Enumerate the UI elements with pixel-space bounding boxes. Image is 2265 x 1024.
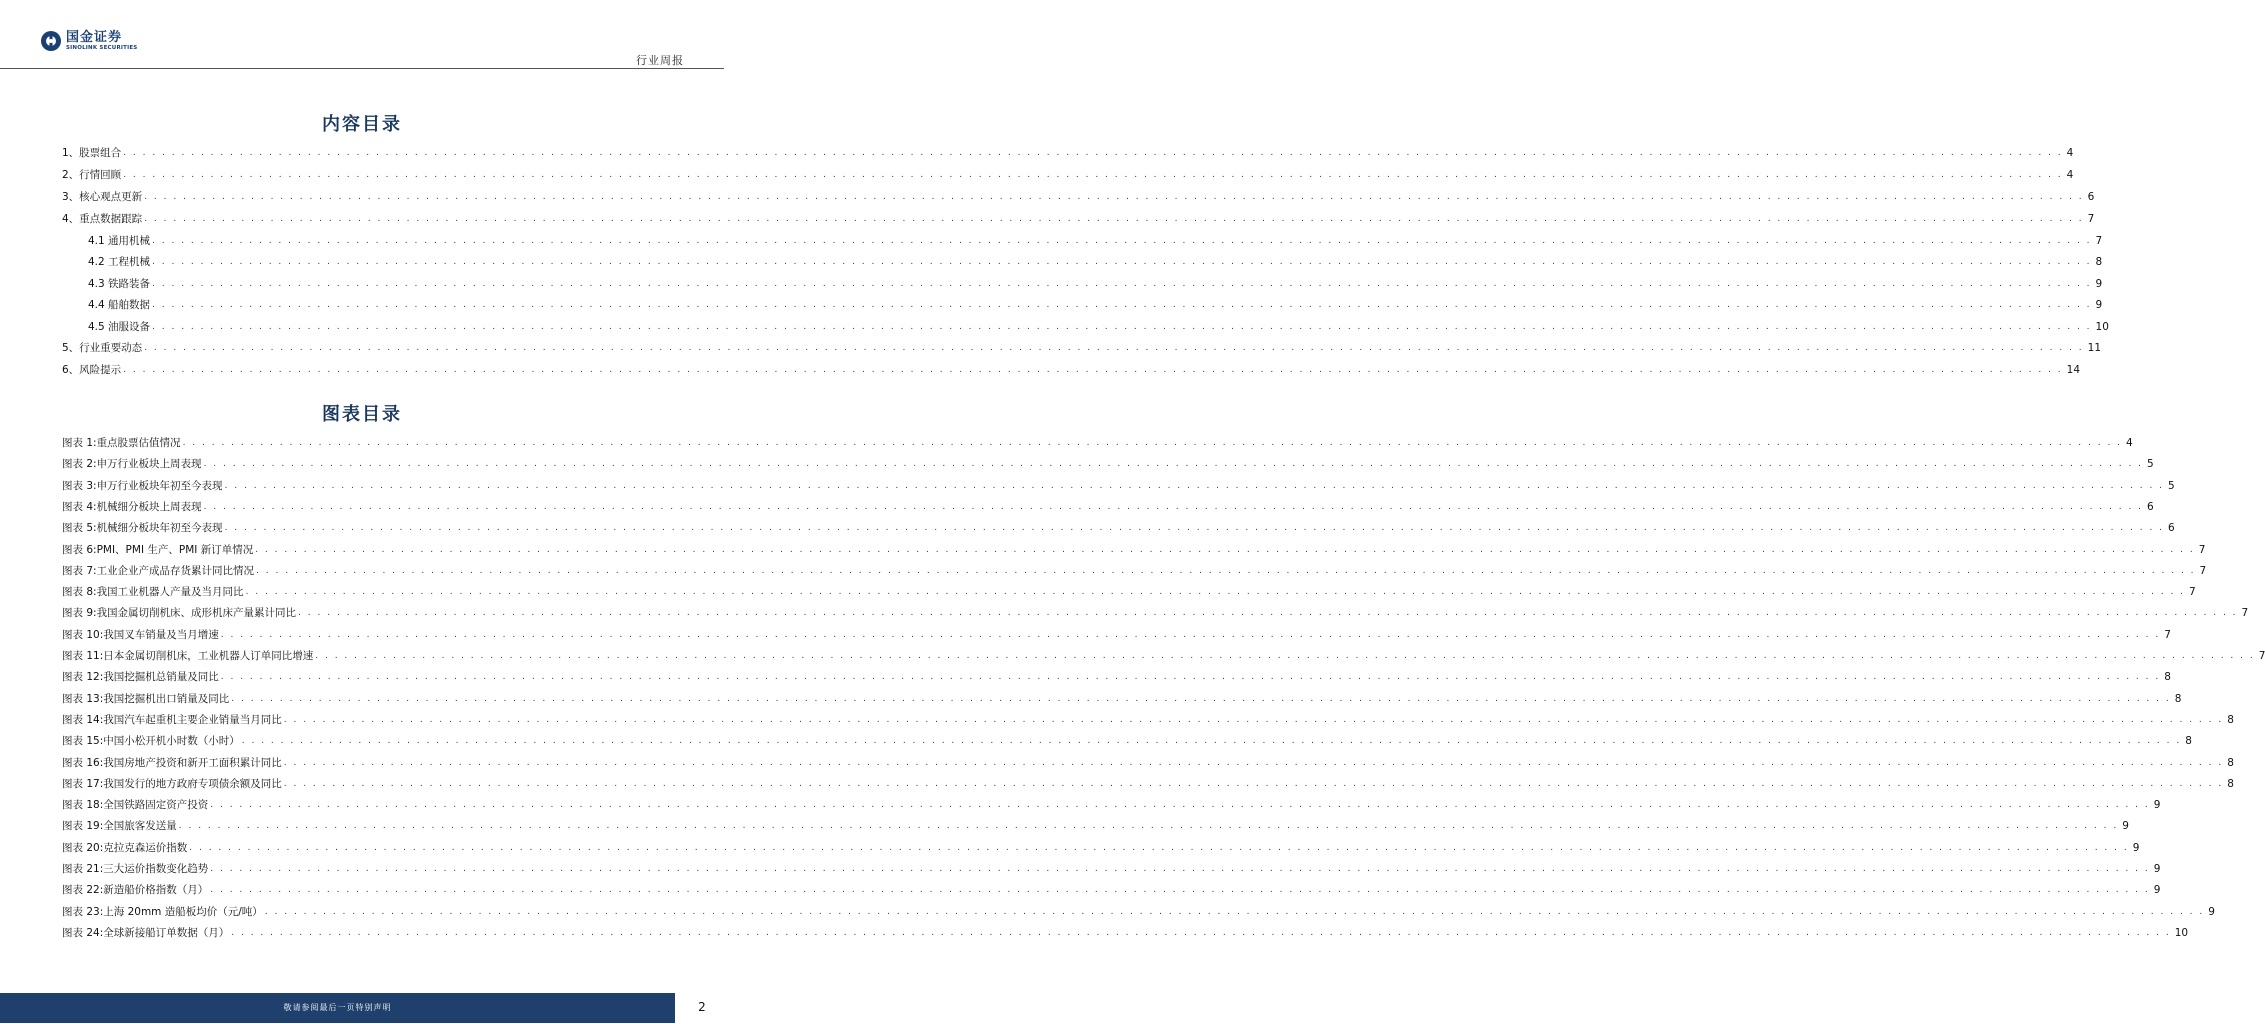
figure-entry-number: 图表 8: [62, 586, 97, 599]
leader-dots: . . . . . . . . . . . . . . . . . . . . . . . . . . . . . . . . . . . . . . . . . . . . . . . . . . . . . . . . . . . . . . . . . . . . . . . . . . . . . . . . . . . . . . . . . . . . . . . . . . . . . . . . . . . . . . . . . . . . . . . . . . . . . . . . . . . . . . . . . . . . . . . . . . . . . . . . . . . . . . . . . . . . . . . . . . . . . . . . . . . . . . . . . . . . . . . . . . . . . . . . [189, 842, 2129, 853]
figure-entry-label: 我国挖掘机总销量及同比 [103, 671, 219, 684]
toc-entry[interactable] [88, 233, 2103, 249]
toc-entry-label: 4.1 通用机械 [88, 235, 151, 247]
figure-entry-number: 图表 17: [62, 777, 104, 790]
company-logo [40, 30, 137, 52]
figure-entry-number: 图表 10: [62, 628, 104, 641]
logo-name-en: SINOLINK SECURITIES [66, 44, 138, 51]
figure-entry[interactable] [62, 840, 2140, 856]
figure-entry-label: 申万行业板块上周表现 [96, 458, 202, 471]
toc-entry[interactable] [62, 189, 2095, 205]
figure-entry-label: 我国挖掘机出口销量及同比 [103, 692, 230, 705]
figure-entry[interactable] [62, 435, 2133, 451]
leader-dots: . . . . . . . . . . . . . . . . . . . . . . . . . . . . . . . . . . . . . . . . . . . . . . . . . . . . . . . . . . . . . . . . . . . . . . . . . . . . . . . . . . . . . . . . . . . . . . . . . . . . . . . . . . . . . . . . . . . . . . . . . . . . . . . . . . . . . . . . . . . . . . . . . . . . . . . . . . . . . . . . . . . . . . . . . . . . . . . . . . . . . . . . . . . . . . . . . . . . . . . . [123, 148, 2063, 158]
figure-list-title: 图表目录 [322, 404, 402, 425]
leader-dots: . . . . . . . . . . . . . . . . . . . . . . . . . . . . . . . . . . . . . . . . . . . . . . . . . . . . . . . . . . . . . . . . . . . . . . . . . . . . . . . . . . . . . . . . . . . . . . . . . . . . . . . . . . . . . . . . . . . . . . . . . . . . . . . . . . . . . . . . . . . . . . . . . . . . . . . . . . . . . . . . . . . . . . . . . . . . . . . . . . . . . . . . . . . . . . . . . . . . . . . . [123, 365, 2063, 375]
figure-entry[interactable] [62, 605, 2249, 621]
page-footer [0, 992, 724, 1024]
figure-entry-label: 中国小松开机小时数（小时） [103, 735, 240, 748]
figure-entry[interactable] [62, 691, 2182, 707]
figure-entry[interactable] [62, 542, 2206, 558]
figure-entry-page: 8 [2185, 735, 2192, 748]
figure-entry-page: 9 [2208, 905, 2215, 918]
leader-dots: . . . . . . . . . . . . . . . . . . . . . . . . . . . . . . . . . . . . . . . . . . . . . . . . . . . . . . . . . . . . . . . . . . . . . . . . . . . . . . . . . . . . . . . . . . . . . . . . . . . . . . . . . . . . . . . . . . . . . . . . . . . . . . . . . . . . . . . . . . . . . . . . . . . . . . . . . . . . . . . . . . . . . . . . . . . . . . . . . . . . . . . . . . . . . . . . . . . . . . . . [152, 257, 2092, 267]
toc-entry-page: 9 [2095, 299, 2103, 311]
figure-entry[interactable] [62, 499, 2154, 515]
toc-entry-page: 9 [2095, 278, 2103, 290]
figure-entry-label: 工业企业产成品存货累计同比情况 [96, 564, 255, 577]
toc-entry-page: 8 [2095, 256, 2103, 268]
leader-dots: . . . . . . . . . . . . . . . . . . . . . . . . . . . . . . . . . . . . . . . . . . . . . . . . . . . . . . . . . . . . . . . . . . . . . . . . . . . . . . . . . . . . . . . . . . . . . . . . . . . . . . . . . . . . . . . . . . . . . . . . . . . . . . . . . . . . . . . . . . . . . . . . . . . . . . . . . . . . . . . . . . . . . . . . . . . . . . . . . . . . . . . . . . . . . . . . . . . . . . . . [144, 343, 2084, 353]
footer-disclaimer-note: 敬请参阅最后一页特别声明 [283, 1003, 392, 1012]
figure-entry-number: 图表 24: [62, 926, 104, 939]
leader-dots: . . . . . . . . . . . . . . . . . . . . . . . . . . . . . . . . . . . . . . . . . . . . . . . . . . . . . . . . . . . . . . . . . . . . . . . . . . . . . . . . . . . . . . . . . . . . . . . . . . . . . . . . . . . . . . . . . . . . . . . . . . . . . . . . . . . . . . . . . . . . . . . . . . . . . . . . . . . . . . . . . . . . . . . . . . . . . . . . . . . . . . . . . . . . . . . . . . . . . . . . [231, 693, 2171, 704]
figure-entry-number: 图表 21: [62, 863, 104, 875]
leader-dots: . . . . . . . . . . . . . . . . . . . . . . . . . . . . . . . . . . . . . . . . . . . . . . . . . . . . . . . . . . . . . . . . . . . . . . . . . . . . . . . . . . . . . . . . . . . . . . . . . . . . . . . . . . . . . . . . . . . . . . . . . . . . . . . . . . . . . . . . . . . . . . . . . . . . . . . . . . . . . . . . . . . . . . . . . . . . . . . . . . . . . . . . . . . . . . . . . . . . . . . . [283, 778, 2224, 789]
figure-entry-page: 9 [2153, 884, 2161, 897]
header-divider [0, 68, 724, 69]
figure-entry-page: 7 [2164, 628, 2171, 641]
figure-entry-label: 我国发行的地方政府专项债余额及同比 [103, 777, 282, 790]
figure-entry-label: 我国叉车销量及当月增速 [103, 628, 219, 641]
toc-entry-label: 4.4 船舶数据 [88, 299, 151, 311]
toc-entry-label: 4.3 铁路装备 [88, 278, 151, 290]
toc-entry-page: 4 [2066, 169, 2074, 181]
leader-dots: . . . . . . . . . . . . . . . . . . . . . . . . . . . . . . . . . . . . . . . . . . . . . . . . . . . . . . . . . . . . . . . . . . . . . . . . . . . . . . . . . . . . . . . . . . . . . . . . . . . . . . . . . . . . . . . . . . . . . . . . . . . . . . . . . . . . . . . . . . . . . . . . . . . . . . . . . . . . . . . . . . . . . . . . . . . . . . . . . . . . . . . . . . . . . . . . . . . . . . . . [298, 608, 2238, 619]
leader-dots: . . . . . . . . . . . . . . . . . . . . . . . . . . . . . . . . . . . . . . . . . . . . . . . . . . . . . . . . . . . . . . . . . . . . . . . . . . . . . . . . . . . . . . . . . . . . . . . . . . . . . . . . . . . . . . . . . . . . . . . . . . . . . . . . . . . . . . . . . . . . . . . . . . . . . . . . . . . . . . . . . . . . . . . . . . . . . . . . . . . . . . . . . . . . . . . . . . . . . . . . [182, 438, 2123, 448]
figure-entry-number: 图表 3: [62, 479, 97, 492]
leader-dots: . . . . . . . . . . . . . . . . . . . . . . . . . . . . . . . . . . . . . . . . . . . . . . . . . . . . . . . . . . . . . . . . . . . . . . . . . . . . . . . . . . . . . . . . . . . . . . . . . . . . . . . . . . . . . . . . . . . . . . . . . . . . . . . . . . . . . . . . . . . . . . . . . . . . . . . . . . . . . . . . . . . . . . . . . . . . . . . . . . . . . . . . . . . . . . . . . . . . . . . . [220, 672, 2161, 683]
leader-dots: . . . . . . . . . . . . . . . . . . . . . . . . . . . . . . . . . . . . . . . . . . . . . . . . . . . . . . . . . . . . . . . . . . . . . . . . . . . . . . . . . . . . . . . . . . . . . . . . . . . . . . . . . . . . . . . . . . . . . . . . . . . . . . . . . . . . . . . . . . . . . . . . . . . . . . . . . . . . . . . . . . . . . . . . . . . . . . . . . . . . . . . . . . . . . . . . . . . . . . . . [220, 629, 2161, 640]
figure-entry-number: 图表 11: [62, 650, 104, 662]
figure-entry[interactable] [62, 882, 2161, 898]
leader-dots: . . . . . . . . . . . . . . . . . . . . . . . . . . . . . . . . . . . . . . . . . . . . . . . . . . . . . . . . . . . . . . . . . . . . . . . . . . . . . . . . . . . . . . . . . . . . . . . . . . . . . . . . . . . . . . . . . . . . . . . . . . . . . . . . . . . . . . . . . . . . . . . . . . . . . . . . . . . . . . . . . . . . . . . . . . . . . . . . . . . . . . . . . . . . . . . . . . . . . . . . [152, 236, 2092, 246]
leader-dots: . . . . . . . . . . . . . . . . . . . . . . . . . . . . . . . . . . . . . . . . . . . . . . . . . . . . . . . . . . . . . . . . . . . . . . . . . . . . . . . . . . . . . . . . . . . . . . . . . . . . . . . . . . . . . . . . . . . . . . . . . . . . . . . . . . . . . . . . . . . . . . . . . . . . . . . . . . . . . . . . . . . . . . . . . . . . . . . . . . . . . . . . . . . . . . . . . . . . . . . . [231, 927, 2171, 938]
toc-entry[interactable] [62, 340, 2102, 356]
leader-dots: . . . . . . . . . . . . . . . . . . . . . . . . . . . . . . . . . . . . . . . . . . . . . . . . . . . . . . . . . . . . . . . . . . . . . . . . . . . . . . . . . . . . . . . . . . . . . . . . . . . . . . . . . . . . . . . . . . . . . . . . . . . . . . . . . . . . . . . . . . . . . . . . . . . . . . . . . . . . . . . . . . . . . . . . . . . . . . . . . . . . . . . . . . . . . . . . . . . . . . . . [210, 864, 2150, 874]
leader-dots: . . . . . . . . . . . . . . . . . . . . . . . . . . . . . . . . . . . . . . . . . . . . . . . . . . . . . . . . . . . . . . . . . . . . . . . . . . . . . . . . . . . . . . . . . . . . . . . . . . . . . . . . . . . . . . . . . . . . . . . . . . . . . . . . . . . . . . . . . . . . . . . . . . . . . . . . . . . . . . . . . . . . . . . . . . . . . . . . . . . . . . . . . . . . . . . . . . . . . . . . [152, 300, 2092, 310]
figure-entry-page: 7 [2258, 650, 2265, 662]
figure-entry-number: 图表 2: [62, 458, 97, 471]
figure-entry-page: 7 [2199, 564, 2207, 577]
figure-entry-page: 7 [2198, 543, 2206, 556]
figure-entry-number: 图表 7: [62, 564, 97, 577]
figure-entry-page: 8 [2227, 777, 2234, 790]
figure-entry-page: 6 [2147, 500, 2154, 513]
figure-entry-label: 新造船价格指数（月） [103, 884, 209, 897]
figure-entry-label: 我国房地产投资和新开工面积累计同比 [103, 756, 282, 769]
toc-entry[interactable] [88, 276, 2103, 292]
figure-entry[interactable] [62, 584, 2196, 600]
figure-entry-label: 我国汽车起重机主要企业销量当月同比 [103, 713, 282, 726]
toc-entry-page: 11 [2087, 342, 2102, 354]
figure-entry-label: 克拉克森运价指数 [103, 841, 188, 854]
toc-entry[interactable] [62, 362, 2081, 378]
figure-entry-label: 我国工业机器人产量及当月同比 [96, 586, 244, 599]
toc-entry[interactable] [88, 254, 2103, 270]
toc-entry[interactable] [88, 319, 2109, 335]
toc-entry-label: 1、股票组合 [62, 147, 122, 159]
figure-entry[interactable] [62, 776, 2234, 792]
leader-dots: . . . . . . . . . . . . . . . . . . . . . . . . . . . . . . . . . . . . . . . . . . . . . . . . . . . . . . . . . . . . . . . . . . . . . . . . . . . . . . . . . . . . . . . . . . . . . . . . . . . . . . . . . . . . . . . . . . . . . . . . . . . . . . . . . . . . . . . . . . . . . . . . . . . . . . . . . . . . . . . . . . . . . . . . . . . . . . . . . . . . . . . . . . . . . . . . . . . . . . . . [255, 544, 2195, 555]
figure-entry[interactable] [62, 712, 2234, 728]
figure-entry-page: 7 [2189, 586, 2196, 599]
figure-entry-number: 图表 23: [62, 905, 104, 918]
toc-entry-label: 5、行业重要动态 [62, 342, 143, 354]
document-type: 行业周报 [636, 54, 684, 67]
leader-dots: . . . . . . . . . . . . . . . . . . . . . . . . . . . . . . . . . . . . . . . . . . . . . . . . . . . . . . . . . . . . . . . . . . . . . . . . . . . . . . . . . . . . . . . . . . . . . . . . . . . . . . . . . . . . . . . . . . . . . . . . . . . . . . . . . . . . . . . . . . . . . . . . . . . . . . . . . . . . . . . . . . . . . . . . . . . . . . . . . . . . . . . . . . . . . . . . . . . . . . . . [210, 885, 2150, 896]
leader-dots: . . . . . . . . . . . . . . . . . . . . . . . . . . . . . . . . . . . . . . . . . . . . . . . . . . . . . . . . . . . . . . . . . . . . . . . . . . . . . . . . . . . . . . . . . . . . . . . . . . . . . . . . . . . . . . . . . . . . . . . . . . . . . . . . . . . . . . . . . . . . . . . . . . . . . . . . . . . . . . . . . . . . . . . . . . . . . . . . . . . . . . . . . . . . . . . . . . . . . . . . [264, 906, 2205, 917]
leader-dots: . . . . . . . . . . . . . . . . . . . . . . . . . . . . . . . . . . . . . . . . . . . . . . . . . . . . . . . . . . . . . . . . . . . . . . . . . . . . . . . . . . . . . . . . . . . . . . . . . . . . . . . . . . . . . . . . . . . . . . . . . . . . . . . . . . . . . . . . . . . . . . . . . . . . . . . . . . . . . . . . . . . . . . . . . . . . . . . . . . . . . . . . . . . . . . . . . . . . . . . . [224, 523, 2165, 534]
toc-entry-page: 7 [2087, 213, 2095, 225]
figure-entry[interactable] [62, 733, 2192, 749]
figure-entry-number: 图表 15: [62, 735, 104, 748]
figure-entry[interactable] [62, 925, 2189, 941]
logo-emblem-icon [40, 30, 62, 52]
figure-entry-page: 9 [2122, 820, 2129, 833]
leader-dots: . . . . . . . . . . . . . . . . . . . . . . . . . . . . . . . . . . . . . . . . . . . . . . . . . . . . . . . . . . . . . . . . . . . . . . . . . . . . . . . . . . . . . . . . . . . . . . . . . . . . . . . . . . . . . . . . . . . . . . . . . . . . . . . . . . . . . . . . . . . . . . . . . . . . . . . . . . . . . . . . . . . . . . . . . . . . . . . . . . . . . . . . . . . . . . . . . . . . . . . . [283, 714, 2224, 725]
toc-entry[interactable] [62, 145, 2074, 161]
page-number: 2 [698, 1000, 706, 1014]
figure-entry-label: 上海 20mm 造船板均价（元/吨） [103, 905, 263, 918]
toc-entry-page: 10 [2095, 321, 2109, 333]
figure-entry[interactable] [62, 669, 2171, 685]
leader-dots: . . . . . . . . . . . . . . . . . . . . . . . . . . . . . . . . . . . . . . . . . . . . . . . . . . . . . . . . . . . . . . . . . . . . . . . . . . . . . . . . . . . . . . . . . . . . . . . . . . . . . . . . . . . . . . . . . . . . . . . . . . . . . . . . . . . . . . . . . . . . . . . . . . . . . . . . . . . . . . . . . . . . . . . . . . . . . . . . . . . . . . . . . . . . . . . . . . . . . . . . [144, 214, 2084, 224]
figure-entry-label: 重点股票估值情况 [96, 437, 181, 449]
figure-entry-label: 申万行业板块年初至今表现 [96, 479, 223, 492]
figure-entry-page: 8 [2174, 692, 2182, 705]
toc-entry-label: 2、行情回顾 [62, 169, 122, 181]
figure-entry-page: 9 [2132, 841, 2140, 854]
figure-entry-number: 图表 19: [62, 820, 104, 833]
figure-entry-number: 图表 14: [62, 713, 104, 726]
figure-entry-page: 7 [2241, 607, 2249, 620]
toc-entry-page: 7 [2095, 235, 2103, 247]
toc-entry[interactable] [88, 297, 2103, 313]
leader-dots: . . . . . . . . . . . . . . . . . . . . . . . . . . . . . . . . . . . . . . . . . . . . . . . . . . . . . . . . . . . . . . . . . . . . . . . . . . . . . . . . . . . . . . . . . . . . . . . . . . . . . . . . . . . . . . . . . . . . . . . . . . . . . . . . . . . . . . . . . . . . . . . . . . . . . . . . . . . . . . . . . . . . . . . . . . . . . . . . . . . . . . . . . . . . . . . . . . . . . . . . [123, 170, 2063, 180]
logo-name-cn: 国金证券 [66, 29, 123, 45]
figure-entry-number: 图表 1: [62, 437, 97, 449]
figure-entry[interactable] [62, 456, 2154, 472]
figure-entry-label: 全球新接船订单数据（月） [103, 926, 230, 939]
figure-entry-number: 图表 22: [62, 884, 104, 897]
figure-entry-label: 日本金属切削机床，工业机器人订单同比增速 [103, 650, 314, 662]
leader-dots: . . . . . . . . . . . . . . . . . . . . . . . . . . . . . . . . . . . . . . . . . . . . . . . . . . . . . . . . . . . . . . . . . . . . . . . . . . . . . . . . . . . . . . . . . . . . . . . . . . . . . . . . . . . . . . . . . . . . . . . . . . . . . . . . . . . . . . . . . . . . . . . . . . . . . . . . . . . . . . . . . . . . . . . . . . . . . . . . . . . . . . . . . . . . . . . . . . . . . . . . [152, 279, 2092, 289]
toc-entry-label: 4.2 工程机械 [88, 256, 151, 268]
figure-entry-page: 6 [2168, 522, 2175, 535]
toc-title: 内容目录 [322, 114, 402, 135]
figure-entry[interactable] [62, 797, 2161, 813]
figure-entry-label: 机械细分板块年初至今表现 [96, 522, 223, 535]
leader-dots: . . . . . . . . . . . . . . . . . . . . . . . . . . . . . . . . . . . . . . . . . . . . . . . . . . . . . . . . . . . . . . . . . . . . . . . . . . . . . . . . . . . . . . . . . . . . . . . . . . . . . . . . . . . . . . . . . . . . . . . . . . . . . . . . . . . . . . . . . . . . . . . . . . . . . . . . . . . . . . . . . . . . . . . . . . . . . . . . . . . . . . . . . . . . . . . . . . . . . . . . [203, 459, 2144, 470]
figure-entry-number: 图表 12: [62, 671, 104, 684]
toc-entry-page: 14 [2066, 364, 2081, 376]
figure-entry-number: 图表 20: [62, 841, 104, 854]
figure-entry-page: 10 [2174, 926, 2189, 939]
figure-entry-number: 图表 4: [62, 500, 97, 513]
toc-entry-label: 3、核心观点更新 [62, 191, 143, 203]
figure-entry-page: 8 [2164, 671, 2171, 684]
figure-entry-page: 5 [2147, 458, 2154, 471]
leader-dots: . . . . . . . . . . . . . . . . . . . . . . . . . . . . . . . . . . . . . . . . . . . . . . . . . . . . . . . . . . . . . . . . . . . . . . . . . . . . . . . . . . . . . . . . . . . . . . . . . . . . . . . . . . . . . . . . . . . . . . . . . . . . . . . . . . . . . . . . . . . . . . . . . . . . . . . . . . . . . . . . . . . . . . . . . . . . . . . . . . . . . . . . . . . . . . . . . . . . . . . . [152, 322, 2092, 332]
leader-dots: . . . . . . . . . . . . . . . . . . . . . . . . . . . . . . . . . . . . . . . . . . . . . . . . . . . . . . . . . . . . . . . . . . . . . . . . . . . . . . . . . . . . . . . . . . . . . . . . . . . . . . . . . . . . . . . . . . . . . . . . . . . . . . . . . . . . . . . . . . . . . . . . . . . . . . . . . . . . . . . . . . . . . . . . . . . . . . . . . . . . . . . . . . . . . . . . . . . . . . . . [178, 821, 2119, 832]
leader-dots: . . . . . . . . . . . . . . . . . . . . . . . . . . . . . . . . . . . . . . . . . . . . . . . . . . . . . . . . . . . . . . . . . . . . . . . . . . . . . . . . . . . . . . . . . . . . . . . . . . . . . . . . . . . . . . . . . . . . . . . . . . . . . . . . . . . . . . . . . . . . . . . . . . . . . . . . . . . . . . . . . . . . . . . . . . . . . . . . . . . . . . . . . . . . . . . . . . . . . . . . [283, 757, 2224, 768]
figure-entry-number: 图表 6: [62, 543, 97, 556]
figure-entry[interactable] [62, 520, 2175, 536]
figure-entry[interactable] [62, 904, 2215, 920]
figure-entry-label: 全国铁路固定资产投资 [103, 799, 209, 812]
figure-entry-label: PMI、PMI 生产、PMI 新订单情况 [96, 543, 254, 556]
figure-entry[interactable] [62, 755, 2234, 771]
figure-entry-page: 9 [2153, 799, 2161, 812]
toc-entry-label: 6、风险提示 [62, 364, 122, 376]
figure-entry-page: 5 [2168, 479, 2175, 492]
figure-entry-page: 4 [2126, 437, 2133, 449]
figure-entry[interactable] [62, 648, 2265, 664]
leader-dots: . . . . . . . . . . . . . . . . . . . . . . . . . . . . . . . . . . . . . . . . . . . . . . . . . . . . . . . . . . . . . . . . . . . . . . . . . . . . . . . . . . . . . . . . . . . . . . . . . . . . . . . . . . . . . . . . . . . . . . . . . . . . . . . . . . . . . . . . . . . . . . . . . . . . . . . . . . . . . . . . . . . . . . . . . . . . . . . . . . . . . . . . . . . . . . . . . . . . . . . . [241, 736, 2182, 747]
figure-entry-label: 我国金属切削机床、成形机床产量累计同比 [96, 607, 297, 620]
figure-entry-page: 8 [2227, 756, 2234, 769]
leader-dots: . . . . . . . . . . . . . . . . . . . . . . . . . . . . . . . . . . . . . . . . . . . . . . . . . . . . . . . . . . . . . . . . . . . . . . . . . . . . . . . . . . . . . . . . . . . . . . . . . . . . . . . . . . . . . . . . . . . . . . . . . . . . . . . . . . . . . . . . . . . . . . . . . . . . . . . . . . . . . . . . . . . . . . . . . . . . . . . . . . . . . . . . . . . . . . . . . . . . . . . . [210, 800, 2150, 811]
figure-entry[interactable] [62, 563, 2207, 579]
leader-dots: . . . . . . . . . . . . . . . . . . . . . . . . . . . . . . . . . . . . . . . . . . . . . . . . . . . . . . . . . . . . . . . . . . . . . . . . . . . . . . . . . . . . . . . . . . . . . . . . . . . . . . . . . . . . . . . . . . . . . . . . . . . . . . . . . . . . . . . . . . . . . . . . . . . . . . . . . . . . . . . . . . . . . . . . . . . . . . . . . . . . . . . . . . . . . . . . . . . . . . . . [144, 192, 2084, 202]
leader-dots: . . . . . . . . . . . . . . . . . . . . . . . . . . . . . . . . . . . . . . . . . . . . . . . . . . . . . . . . . . . . . . . . . . . . . . . . . . . . . . . . . . . . . . . . . . . . . . . . . . . . . . . . . . . . . . . . . . . . . . . . . . . . . . . . . . . . . . . . . . . . . . . . . . . . . . . . . . . . . . . . . . . . . . . . . . . . . . . . . . . . . . . . . . . . . . . . . . . . . . . . [315, 651, 2255, 661]
figure-entry-number: 图表 9: [62, 607, 97, 620]
leader-dots: . . . . . . . . . . . . . . . . . . . . . . . . . . . . . . . . . . . . . . . . . . . . . . . . . . . . . . . . . . . . . . . . . . . . . . . . . . . . . . . . . . . . . . . . . . . . . . . . . . . . . . . . . . . . . . . . . . . . . . . . . . . . . . . . . . . . . . . . . . . . . . . . . . . . . . . . . . . . . . . . . . . . . . . . . . . . . . . . . . . . . . . . . . . . . . . . . . . . . . . . [245, 587, 2186, 598]
figure-entry-label: 全国旅客发送量 [103, 820, 177, 833]
leader-dots: . . . . . . . . . . . . . . . . . . . . . . . . . . . . . . . . . . . . . . . . . . . . . . . . . . . . . . . . . . . . . . . . . . . . . . . . . . . . . . . . . . . . . . . . . . . . . . . . . . . . . . . . . . . . . . . . . . . . . . . . . . . . . . . . . . . . . . . . . . . . . . . . . . . . . . . . . . . . . . . . . . . . . . . . . . . . . . . . . . . . . . . . . . . . . . . . . . . . . . . . [203, 501, 2144, 512]
figure-entry[interactable] [62, 861, 2161, 877]
figure-entry-label: 三大运价指数变化趋势 [103, 863, 209, 875]
figure-entry-number: 图表 13: [62, 692, 104, 705]
figure-entry-number: 图表 16: [62, 756, 104, 769]
toc-entry-page: 6 [2087, 191, 2095, 203]
figure-entry-number: 图表 18: [62, 799, 104, 812]
toc-entry-page: 4 [2066, 147, 2074, 159]
figure-entry[interactable] [62, 627, 2171, 643]
leader-dots: . . . . . . . . . . . . . . . . . . . . . . . . . . . . . . . . . . . . . . . . . . . . . . . . . . . . . . . . . . . . . . . . . . . . . . . . . . . . . . . . . . . . . . . . . . . . . . . . . . . . . . . . . . . . . . . . . . . . . . . . . . . . . . . . . . . . . . . . . . . . . . . . . . . . . . . . . . . . . . . . . . . . . . . . . . . . . . . . . . . . . . . . . . . . . . . . . . . . . . . . [256, 565, 2196, 576]
toc-entry[interactable] [62, 167, 2074, 183]
figure-entry-label: 机械细分板块上周表现 [96, 500, 202, 513]
leader-dots: . . . . . . . . . . . . . . . . . . . . . . . . . . . . . . . . . . . . . . . . . . . . . . . . . . . . . . . . . . . . . . . . . . . . . . . . . . . . . . . . . . . . . . . . . . . . . . . . . . . . . . . . . . . . . . . . . . . . . . . . . . . . . . . . . . . . . . . . . . . . . . . . . . . . . . . . . . . . . . . . . . . . . . . . . . . . . . . . . . . . . . . . . . . . . . . . . . . . . . . . [224, 480, 2165, 491]
toc-entry[interactable] [62, 211, 2095, 227]
toc-entry-label: 4、重点数据跟踪 [62, 213, 143, 225]
figure-entry[interactable] [62, 818, 2129, 834]
figure-entry[interactable] [62, 478, 2175, 494]
figure-entry-page: 8 [2227, 713, 2234, 726]
figure-entry-page: 9 [2153, 863, 2161, 875]
toc-entry-label: 4.5 油服设备 [88, 321, 151, 333]
figure-entry-number: 图表 5: [62, 522, 97, 535]
